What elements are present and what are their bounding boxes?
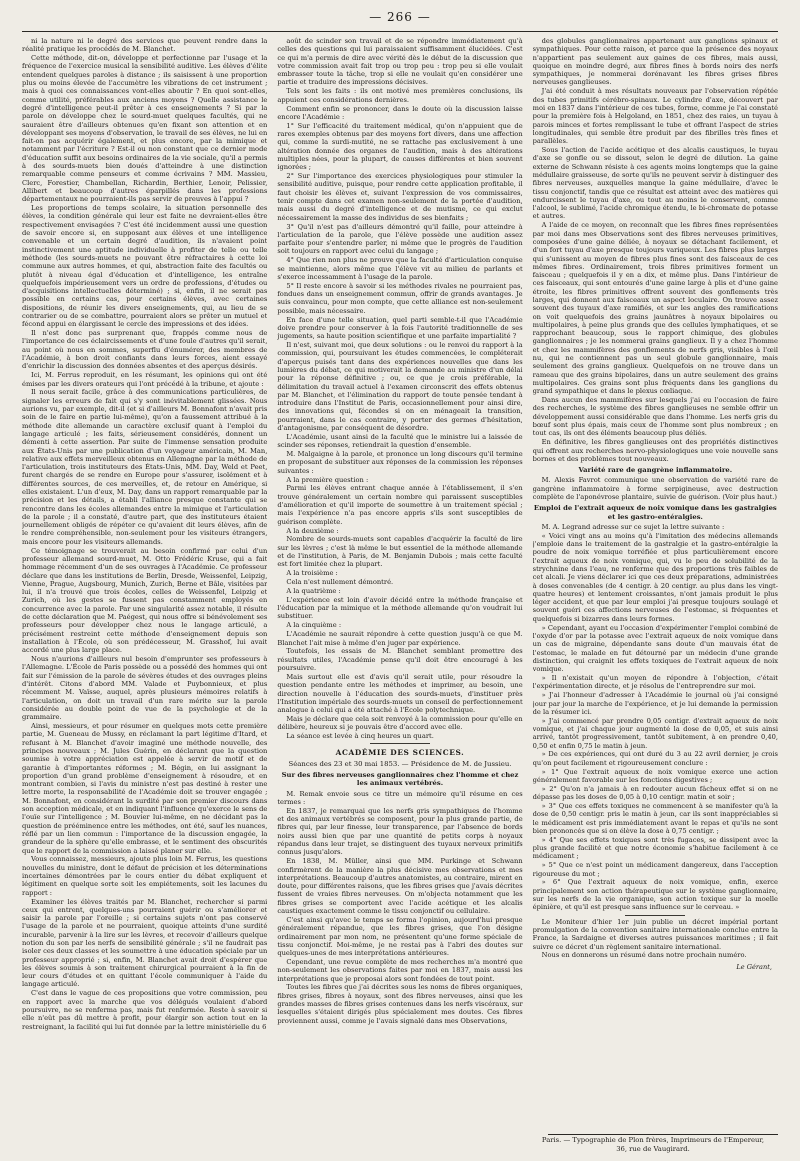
paragraph: Dans aucun des mammifères sur lesquels j'ai eu l'occasion de faire des recherches, le système des fibres ganglieuses ne semble offrir un développement aussi considérable que dans l'homme. Les nerfs gris du bœuf sont plus épais, mais ceux de l'homme sont plus nombreux ; en tout cas, ils ont des éléments beaucoup plus déliés. bbox=[532, 396, 778, 438]
paragraph: Parmi les élèves entrant chaque année à l'établissement, il s'en trouve généralement un certain nombre qui paraissent susceptibles d'amélioration et qu'il importe de soumettre à un traitement spécial ; mais l'expérience n'a pas encore appris s'ils sont susceptibles de guérison complète. bbox=[277, 484, 523, 526]
paragraph: Sous l'action de l'acide acétique et des alcalis caustiques, le tuyau d'axe se gonfle ou se dissout, selon le degré de dilution. La gaine externe de Schwann résiste à ces agents moins longtemps que la gaine médullaire graisseuse, de sorte qu'ils ne peuvent servir à distinguer des fibres nerveuses, auxquelles manque la gaine médullaire, d'avec le tissu conjonctif, tandis que ce résultat est atteint avec des matières qui endurcissent le tuyau d'axe, ou tout au moins le conservent, comme l'alcool, le sublimé, l'acide chromique étendu, le bi-chromate de potasse et autres. bbox=[532, 146, 778, 221]
column-middle bbox=[277, 37, 522, 1133]
paragraph: » J'ai commencé par prendre 0,05 centigr. d'extrait aqueux de noix vomique, et j'ai chaque jour augmenté la dose de 0,05, et suis ainsi arrivé, tantôt progressivement, tantôt subitement, à en prendre 0,40, 0,50 et enfin 0,75 le matin à jeun. bbox=[532, 716, 778, 750]
paragraph: M. A. Legrand adresse sur ce sujet la lettre suivante : bbox=[541, 522, 725, 531]
paragraph: » 6° Que l'extrait aqueux de noix vomique, enfin, exerce principalement son action thérapeutique sur le système ganglionnaire, sur les nerfs de la vie organique, son action toxique sur la moelle épinière, et qu'il est presque sans influence sur le cerveau. » bbox=[532, 878, 778, 912]
paragraph: L'Académie, usant ainsi de la faculté que le ministre lui a laissée de scinder ses réponses, retiendrait la question d'ensemble. bbox=[277, 432, 523, 450]
imprint-line-2: 36, rue de Vaugirard. bbox=[616, 1144, 690, 1153]
paragraph: Mais je déclare que cela soit renvoyé à la commission pour qu'elle en délibère, heureux si je pouvais être d'accord avec elle. bbox=[277, 715, 523, 732]
paragraph: En 1837, je remarquai que les nerfs gris sympathiques de l'homme et des animaux vertébrés se composent, pour la plus grande partie, de fibres qui, par leur finesse, leur transparence, par l'absence de bords noirs aussi bien que par une quantité de petits corps à noyaux répandus dans leur trajet, se distinguent des tuyaux nerveux primitifs connus jusqu'alors. bbox=[277, 806, 523, 857]
paragraph: Tels sont les faits : ils ont motivé mes premières conclusions, ils appuient ces considérations dernières. bbox=[277, 87, 523, 104]
header-rule bbox=[22, 31, 778, 32]
paragraph: Nous n'aurions d'ailleurs nul besoin d'emprunter ses professeurs à l'Allemagne. L'École de Paris possède ou a possédé des hommes qui ont fait sur l'émission de la parole de sévères études et des ouvrages pleins d'intérêt. Citons d'abord MM. Valade et Puybonnieux, et plus récemment M. Vaïsse, auquel, après plusieurs mémoires relatifs à l'articulation, on doit un travail d'un rare mérite sur la parole considérée au double point de vue de la psychologie et de la grammaire. bbox=[22, 655, 268, 722]
paragraph: » 5° Que ce n'est point un médicament dangereux, dans l'acception rigoureuse du mot ; bbox=[532, 861, 778, 878]
paragraph: » Cependant, ayant eu l'occasion d'expérimenter l'emploi combiné de l'oxyde d'or par la potasse avec l'extrait aqueux de noix vomique dans un cas de migraine, dépendante sans doute d'un mauvais état de l'estomac, le malade en fut détourné par un médecin d'une grande distinction, qui craignit les effets toxiques de l'extrait aqueux de noix vomique. bbox=[532, 623, 778, 674]
paragraph: C'est ainsi qu'avec le temps se forma l'opinion, aujourd'hui presque généralement répandue, que les fibres grises, que l'on désigne ordinairement par mon nom, ne présentent qu'une forme spéciale de tissu conjonctif. Moi-même, je ne restai pas à l'abri des doutes sur quelques-unes de mes interprétations antérieures. bbox=[277, 915, 523, 958]
article-heading: Emploi de l'extrait aqueux de noix vomique dans les gastralgies et les gastro-entéralgies. bbox=[533, 504, 777, 521]
article-heading: Variété rare de gangrène inflammatoire. bbox=[578, 466, 733, 475]
paragraph: Toutefois, les essais de M. Blanchet semblant promettre des résultats utiles, l'Académie pense qu'il doit être encouragé à les poursuivre. bbox=[277, 647, 523, 673]
paragraph: Cela n'est nullement démontré. bbox=[286, 578, 394, 587]
paragraph: août de scinder son travail et de se répondre immédiatement qu'à celles des questions qui lui paraissaient suffisamment élucidées. C'est ce qui m'a permis de dire avec vérité dès le début de la discussion que votre commission avait fait trop ou trop peu : trop peu si elle voulait embrasser toute la tâche, trop si elle ne voulait qu'en considérer une partie et traduire des impressions décisives. bbox=[277, 37, 523, 87]
closing-notice: Le Moniteur d'hier 1er juin publie un décret impérial portant promulgation de la convention sanitaire internationale conclue entre la France, la Sardaigne et diverses autres puissances maritimes ; il fait suivre ce décret d'un règlement sanitaire international. bbox=[532, 917, 778, 951]
paragraph: Toutes les fibres que j'ai décrites sous les noms de fibres organiques, fibres grises, fibres à noyaux, sont des fibres nerveuses, ainsi que les grandes masses de fibres grises contenues dans les nerfs viscéraux, sur lesquelles s'étaient dirigés plus spécialement mes doutes. Ces fibres proviennent aussi, comme je l'avais signalé dans mes Observations, bbox=[277, 983, 523, 1025]
paragraph: M. Malgaigne à la parole, et prononce un long discours qu'il termine en proposant de substituer aux réponses de la commission les réponses suivantes : bbox=[277, 450, 523, 475]
paragraph: ni la nature ni le degré des services que peuvent rendre dans la réalité pratique les procédés de M. Blanchet. bbox=[22, 37, 268, 54]
footer-rule bbox=[548, 1134, 778, 1135]
closing-notice: Nous en donnerons un résumé dans notre prochain numéro. bbox=[541, 951, 747, 960]
paragraph: » 3° Que ces effets toxiques ne commencent à se manifester qu'à la dose de 0,50 centigr. pris le matin à jeun, car ils sont inappréciables si le médicament est pris immédiatement avant le repas et qu'ils ne sont bien prononcés que si on élève la dose à 0,75 centigr. ; bbox=[532, 802, 778, 835]
paragraph: Cette méthode, dit-on, développe et perfectionne par l'usage et la fréquence de l'exercice musical la sensibilité auditive. Les élèves d'élite entendent quelques paroles à distance ; ils saisissent à une proportion plus ou moins élevée de l'accumètre les vibrations de cet instrument ; mais à quoi ces connaissances vont-elles aboutir ? En quoi sont-elles, comme utilité, préférables aux anciens moyens ? Quelle assistance le degré d'intelligence peut-il prêter à ces enseignements ? Si par la parole on développe chez le sourd-muet quelques facultés, qui ne sauraient être d'ailleurs obtenues qu'en fixant son attention et en développant ses moyens d'observation, le travail de ses élèves, ne lui en fait-on pas acquérir également, et plus encore, par la mimique et notamment par l'écriture ? Est-il ou non constant que ce dernier mode d'éducation suffit aux besoins ordinaires de la vie sociale, qu'il a permis à des sourds-muets bien doués d'atteindre à une distinction remarquable comme penseurs et comme écrivains ? MM. Massieu, Clerc, Forestier, Chambellan, Richardin, Berthier, Lenoir, Pelissier, Allibert et beaucoup d'autres éparpillés dans les professions départementaux ne pourraient-ils pas servir de preuves à l'appui ? bbox=[22, 54, 268, 204]
paragraph: Ainsi, messieurs, et pour résumer en quelques mots cette première partie, M. Gueneau de Mussy, en réclamant la part légitime d'Itard, et refusant à M. Blanchet d'avoir imaginé une méthode nouvelle, des principes nouveaux ; M. Jules Guérin, en déclarant que la question soumise à votre appréciation est appelée à servir de motif et de garantie à d'importantes réformes ; M. Bégin, en lui assignant la proportion d'un grand problème d'enseignement à résoudre, et en montrant combien, si l'avis du ministre n'est pas destiné à rester une lettre morte, la responsabilité de l'Académie doit se trouver engagée ; M. Bonnafont, en considérant la surdité par son premier discours dans son acception médicale, et en indiquant l'influence qu'exerce le sens de l'ouïe sur l'intelligence ; M. Bouvier lui-même, en ne décidant pas la question de prééminence entre les méthodes, ont été, sauf les nuances, réflé par un lien commun : l'importance de la discussion engagée, la grandeur de la sphère qu'elle embrasse, et le sentiment des obscurités que le rapport de la commission a laissé planer sur elle. bbox=[22, 722, 268, 855]
paragraph: Vous connaissez, messieurs, ajoute plus loin M. Ferrus, les questions nouvelles du ministre, dont le défaut de précision et les déterminations incertaines démontrées par le cours entier du débat expliquent et légitiment en quelque sorte soit les empiétements, soit les lacunes du rapport : bbox=[22, 855, 268, 897]
paragraph: Mais surtout elle est d'avis qu'il serait utile, pour résoudre la question pendante entre les méthodes et imprimer, au besoin, une direction nouvelle à l'éducation des sourds-muets, d'instituer près l'Institution impériale des sourds-muets un conseil de perfectionnement analogue à celui qui a été attaché à l'École polytechnique. bbox=[277, 672, 523, 715]
section-divider bbox=[625, 915, 685, 916]
paragraph: « Voici vingt ans au moins qu'à l'imitation des médecins allemands j'emploie dans le traitement de la gastralgie et la gastro-entéralgie la poudre de noix vomique torréfiée et plus particulièrement encore l'extrait aqueux de noix vomique, qui, vu le peu de solubilité de la strychnine dans l'eau, ne renferme que des proportions très faibles de cet alcali. Je viens déclarer ici que ces deux préparations, administrées à doses convenables (de 4 centigr. à 20 centigr. au plus dans les vingt-quatre heures) et lentement croissantes, n'ont jamais produit le plus léger accident, et que par leur emploi j'ai presque toujours soulagé et souvent guéri ces affections nerveuses de l'estomac, si fréquentes et quelquefois si bizarres dans leurs formes. bbox=[532, 531, 778, 623]
paragraph: A la deuxième : bbox=[286, 526, 339, 535]
paragraph: A la première question : bbox=[286, 475, 369, 484]
paragraph: Il n'est donc pas surprenant que, frappés comme nous de l'importance de ces éclaircissements et d'une foule d'autres qu'il serait, au point où nous en sommes, superflu d'énumérer, des membres de l'Académie, à bon droit confiants dans leurs forces, aient essayé d'enrichir la discussion des données absentes et des aperçus désirés. bbox=[22, 329, 268, 371]
paragraph: Cependant, une revue complète de mes recherches m'a montré que non-seulement les observations faites par moi en 1837, mais aussi les interprétations que je proposai alors sont fondées de tout point. bbox=[277, 957, 523, 983]
paragraph: La séance est levée à cinq heures un quart. bbox=[286, 732, 434, 741]
paragraph: 2° Sur l'importance des exercices physiologiques pour stimuler la sensibilité auditive, puisque, pour rendre cette application profitable, il faut choisir les élèves et, suivant l'expression de vos commissaires, tenir compte dans cet examen non-seulement de la portée d'audition, mais aussi du degré d'intelligence et de mutisme, ce qui exclut nécessairement la masse des individus de ses bienfaits ; bbox=[277, 172, 523, 222]
paragraph: En 1838, M. Müller, ainsi que MM. Purkinge et Schwann confirmèrent de la manière la plus décisive mes observations et mes interprétations. Beaucoup d'autres anatomistes, au contraire, mirent en doute, pour différentes raisons, que les fibres grises que j'avais décrites fussent de vraies fibres nerveuses. On m'objecta notamment que les fibres grises se comportent avec l'acide acétique et les alcalis caustiques exactement comme le tissu conjonctif ou cellulaire. bbox=[277, 857, 523, 916]
paragraph: 5° Il reste encore à savoir si les méthodes rivales ne pourraient pas, fondues dans un enseignement commun, offrir de grands avantages. Je suis convaincu, pour mon compte, que cette alliance est non-seulement possible, mais nécessaire. bbox=[277, 281, 523, 315]
paragraph: » De ces expériences, qui ont duré du 3 au 22 avril dernier, je crois qu'on peut facilement et rigoureusement conclure : bbox=[532, 750, 778, 767]
column-right bbox=[533, 37, 778, 1133]
paragraph: A l'aide de ce moyen, on reconnaît que les fibres fines représentées par moi dans mes Observations sont des fibres nerveuses primitives, composées d'une gaine déliée, à noyaux se détachant facilement, et d'un fort tuyau d'axe presque toujours variqueux. Les fibres plus larges qui s'unissent au moyen de fibres plus fines sont des faisceaux de ces mêmes fibres. Ordinairement, trois fibres primitives forment un faisceau ; quelquefois il y en a dix, et même plus. Dans l'intérieur de ces faisceaux, qui sont entourés d'une gaine large à plis et d'une gaine étroite, les fibres primitives offrent souvent des gonflements très larges, qui donnent aux faisceaux un aspect loculaire. On trouve assez souvent des tuyaux d'axe ramifiés, et sur les angles des ramifications on voit quelquefois des grains jaunâtres à noyaux bipolaires ou multipolaires, à peine plus grands que des cellules lymphatiques, et se rapprochant beaucoup, sous le rapport chimique, des globules ganglionnaires ; je les nommerai grains ganglieux. Il y a chez l'homme et chez les mammifères des gonflements de nerfs gris, visibles à l'œil nu, qui ne contiennent pas un seul globule ganglionnaire, mais seulement des grains ganglieux. Quelquefois on ne trouve dans un rameau que des grains bipolaires, dans un autre seulement des grains multipolaires. Ces grains sont plus fréquents dans les ganglions du grand sympathique et dans le plexus cœliaque. bbox=[532, 221, 778, 396]
paragraph: Ce témoignage se trouverait au besoin confirmé par celui d'un professeur allemand sourd-muet, M. Otto Frédéric Kruse, qui a fait hommage récemment d'un de ses ouvrages à l'Académie. Ce professeur déclare que dans les institutions de Berlin, Dresde, Weissenfel, Leipzig, Vienne, Prague, Augsbourg, Munich, Zurich, Berne et Bâle, visitées par lui, il n'a trouvé que trois écoles, celles de Weissenfel, Leipzig et Zurich, où les gestes se fussent pas constamment employés en concurrence avec la parole. Par une singularité assez notable, il résulte de cette déclaration que M. Paégest, qui nous offre si bénévolement ses professeurs pour développer chez nous le langage articulé, a précisément restreint cette méthode d'enseignement depuis son installation à l'École, où son prédécesseur, M. Grasshof, lui avait accordé une plus large place. bbox=[22, 546, 268, 655]
paragraph: des globules ganglionnaires appartenant aux ganglions spinaux et sympathiques. Pour cette raison, et parce que la présence des noyaux n'appartient pas seulement aux gaines de ces fibres, mais aussi, quoique en moindre degré, aux fibres fines à bords noirs des nerfs sympathiques, je nommerai dorénavant les fibres grises fibres nerveuses ganglieuses. bbox=[532, 37, 778, 87]
paragraph: » 4° Que ses effets toxiques sont très fugaces, se dissipent avec la plus grande facilité et que notre économie s'habitue facilement à ce médicament ; bbox=[532, 835, 778, 861]
imprint-line-1: Paris. — Typographie de Plon frères, Imprimeurs de l'Empereur, bbox=[541, 1136, 765, 1144]
paragraph: Il n'est, suivant moi, que deux solutions : ou le renvoi du rapport à la commission, qui, poursuivant les études commencées, le compléterait d'aperçus puisés tant dans des expériences nouvelles que dans les lumières du débat, ce qui motiverait la demande au ministre d'un délai pour la réponse définitive ; ou, ce que je crois préférable, la délimitation du travail actuel à l'examen circonscrit des effets obtenus par M. Blanchet, et l'élimination du rapport de toute pensée tendant à introduire dans l'Institut de Paris, occasionnellement pour ainsi dire, des innovations qui, fécondes si on en ménageait la transition, pourraient, dans le cas contraire, y porter des germes d'hésitation, d'antagonisme, par conséquent de désordre. bbox=[277, 341, 523, 432]
paragraph: A la quatrième : bbox=[286, 586, 341, 595]
paragraph: 1° Sur l'efficacité du traitement médical, qu'on n'appuient que de rares exemples obtenus par des moyens fort divers, dans une affection qui, comme la surdi-mutité, ne se rattache pas exclusivement à une altération donnée des organes de l'audition, mais à des altérations multiples nées, pour la plupart, de causes différentes et bien souvent ignorées ; bbox=[277, 121, 523, 172]
paragraph: » J'ai l'honneur d'adresser à l'Académie le journal où j'ai consigné jour par jour la marche de l'expérience, et je lui demande la permission de la résumer ici. bbox=[532, 691, 778, 716]
paragraph: Ici, M. Ferrus reproduit, en les résumant, les opinions qui ont été émises par les divers orateurs qui l'ont précédé à la tribune, et ajoute : bbox=[22, 371, 268, 388]
section-divider bbox=[370, 743, 430, 744]
paragraph: L'Académie ne saurait répondre à cette question jusqu'à ce que M. Blanchet l'ait mise à même d'en juger par expérience. bbox=[277, 630, 523, 647]
paragraph: » Il n'existait qu'un moyen de répondre à l'objection, c'était l'expérimentation directe, et je résolus de l'entreprendre sur moi. bbox=[532, 674, 778, 691]
paragraph: » 1° Que l'extrait aqueux de noix vomique exerce une action généralement favorable sur les fonctions digestives ; bbox=[532, 767, 778, 784]
paragraph: 4° Que rien non plus ne prouve que la faculté d'articulation conquise se maintienne, alors même que l'élève vit au milieu de parlants et s'exerce incessamment à l'usage de la parole. bbox=[277, 256, 523, 281]
paragraph: J'ai été conduit à mes résultats nouveaux par l'observation répétée des tubes primitifs cérébro-spinaux. Le cylindre d'axe, découvert par moi en 1837 dans l'intérieur de ces tubes, forme, comme je l'ai constaté pour la première fois à Helgoland, en 1851, chez des raies, un tuyau à parois minces et fortes remplissant le tube et offrant l'aspect de stries longitudinales, qui semble être produit par des fibrilles très fines et parallèles. bbox=[532, 87, 778, 146]
paragraph: Les proportions de temps scolaire, la situation personnelle des élèves, la condition générale qui leur est faite ne devraient-elles être respectivement envisagées ? C'est été incidemment aussi une question de savoir encore si, en supposant aux élèves et une intelligence convenable et un certain degré d'audition, ils n'avaient point instinctivement une aptitude individuelle à profiter de telle ou telle méthode (les sourds-muets ne pouvant être réfractaires à cette loi commune aux autres hommes, et qui, abstraction faite des facultés ou plutôt à niveau égal d'éducation et d'intelligence, les entraîne quelquefois impérieusement vers un ordre de professions, d'études ou d'acquisitions intellectuelles déterminé) ; si, enfin, il ne serait pas possible en certains cas, pour certains élèves, avec certaines dispositions, de réunir les divers enseignements, qui, au lieu de se contrarier ou de se combattre, pourraient alors se prêter un mutuel et fécond appui en élargissant le cercle des impressions et des idées. bbox=[22, 204, 268, 329]
signature: Le Gérant, bbox=[736, 962, 772, 971]
article-heading: Sur des fibres nerveuses ganglionnaires chez l'homme et chez les animaux vertébrés. bbox=[281, 771, 519, 788]
paragraph: A la troisième : bbox=[286, 569, 338, 578]
column-left bbox=[22, 37, 267, 1133]
paragraph: Il nous serait facile, grâce à des communications particulières, de signaler les erreurs de fait qui s'y sont inévitablement glissées. Nous aurions vu, par exemple, dit-il (et si d'ailleurs M. Bonnafont n'avait pris soin de le faire en partie lui-même), qu'on a faussement attribué à la méthode dite allemande un caractère exclusif quant à l'emploi du langage articulé ; les faits, sérieusement considérés, donnent un démenti à cette assertion. Par suite de l'immense sensation produite aux États-Unis par une publication d'un voyageur américain, M. Man, relative aux effets merveilleux obtenus en Allemagne par la méthode de l'articulation, trois instituteurs des États-Unis, MM. Day, Weld et Peet, furent chargés de se rendre en Europe pour s'assurer, isolément et à différentes sources, de ces merveilles, et, de retour en Amérique, si elles existaient. L'un d'eux, M. Day, dans un rapport remarquable par la précision et les détails, a établi l'alliance presque constante qui se rencontre dans les écoles allemandes entre la mimique et l'articulation de la parole ; il a constaté, d'autre part, que des instituteurs étaient journellement obligés de répéter ce qu'avaient dit leurs élèves, afin de le rendre compréhensible, non-seulement pour les visiteurs étrangers, mais encore pour les visiteurs allemands. bbox=[22, 388, 268, 546]
paragraph: Comment enfin se prononcer, dans le doute où la discussion laisse encore l'Académie : bbox=[277, 104, 523, 121]
paragraph: A la cinquième : bbox=[286, 621, 342, 630]
paragraph: » 2° Qu'on n'a jamais à en redouter aucun fâcheux effet si on ne dépasse pas les doses de 0,05 à 0,10 centigr. matin et soir ; bbox=[532, 784, 778, 802]
printer-imprint bbox=[528, 1136, 778, 1153]
article-columns bbox=[22, 37, 778, 1133]
paragraph: Examiner les élèves traités par M. Blanchet, rechercher si parmi ceux qui entrent, quelques-uns pourraient guérir ou s'améliorer et saisir la parole par l'oreille ; si certains sujets n'ont pas conservé l'usage de la parole et ne pourraient, quoique atteints d'une surdité incurable, parvenir à la lire sur les lèvres, et recevoir d'ailleurs quelque notion du son par les nerfs de sensibilité générale ; s'il ne faudrait pas isoler ces deux classes et les soumettre à une éducation spéciale par un professeur approprié ; si, enfin, M. Blanchet avait droit d'espérer que les élèves soumis à son traitement chirurgical pourraient à la fin de leur cours d'études et en quittant l'école communiquer à l'aide du langage articulé. bbox=[22, 897, 268, 989]
paragraph: En face d'une telle situation, quel parti semble-t-il que l'Académie doive prendre pour conserver à la fois l'autorité traditionnelle de ses jugements, sa haute position scientifique et une parfaite impartialité ? bbox=[277, 315, 523, 341]
paragraph: En définitive, les fibres ganglieuses ont des propriétés distinctives qui offrent aux recherches nervo-physiologiques une voie nouvelle sans bornes et des problèmes tout nouveaux. bbox=[532, 438, 778, 463]
paragraph: M. Remak envoie sous ce titre un mémoire qu'il résume en ces termes : bbox=[277, 789, 523, 806]
paragraph: C'est dans le vague de ces propositions que votre commission, peu en rapport avec la marche que vos délégués voulaient d'abord poursuivre, ne se renferma pas, mais fut renfermée. Reste à savoir si elle n'eût pas dû mettre à profit, pour élargir son action tout en la restreignant, la facilité qui lui fut donnée par la lettre ministérielle du 6 bbox=[22, 989, 268, 1031]
session-line: Séances des 23 et 30 mai 1853. — Présidence de M. de Jussieu. bbox=[288, 759, 512, 768]
paragraph: M. Alexis Favrot communique une observation de variété rare de gangrène inflammatoire à forme serpigineuse, avec destruction complète de l'aponévrose plantaire, suivie de guérison. (Voir plus haut.) bbox=[532, 476, 778, 501]
page-number: — 266 — bbox=[369, 10, 431, 24]
section-heading: ACADÉMIE DES SCIENCES. bbox=[335, 748, 465, 758]
paragraph: Nombre de sourds-muets sont capables d'acquérir la faculté de lire sur les lèvres ; c'est là même le but essentiel de la méthode allemande et de l'institution, à Paris, de M. Benjamin Dubois ; mais cette faculté est fort limitée chez la plupart. bbox=[277, 535, 523, 569]
paragraph: 3° Qu'il n'est pas d'ailleurs démontré qu'il faille, pour atteindre à l'articulation de la parole, que l'élève possède une audition assez parfaite pour s'entendre parler, ni même que le progrès de l'audition soit toujours en rapport avec celui du langage ; bbox=[277, 222, 523, 256]
paragraph: L'expérience est loin d'avoir décidé entre la méthode française et l'éducation par la mimique et la méthode allemande qu'on voudrait lui substituer. bbox=[277, 595, 523, 621]
